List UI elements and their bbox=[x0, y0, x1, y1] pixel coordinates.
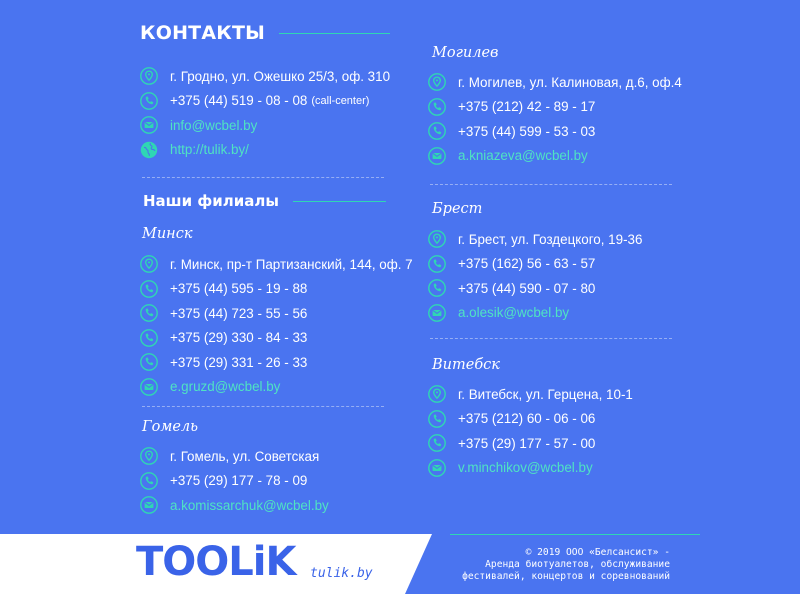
separator bbox=[142, 177, 384, 178]
branch-phone-row[interactable] bbox=[428, 252, 708, 277]
location-pin-icon bbox=[140, 255, 158, 273]
branch-phone[interactable]: +375 (29) 330 - 84 - 33 bbox=[170, 330, 308, 346]
location-pin-icon bbox=[140, 67, 158, 85]
branch-phone[interactable]: +375 (44) 723 - 55 - 56 bbox=[170, 305, 308, 321]
contacts-email-row[interactable] bbox=[140, 113, 390, 138]
branch-vitebsk bbox=[428, 355, 708, 480]
branch-phone[interactable]: +375 (44) 599 - 53 - 03 bbox=[458, 123, 596, 139]
branch-address: г. Могилев, ул. Калиновая, д.6, оф.4 bbox=[458, 74, 682, 90]
branch-phone[interactable]: +375 (44) 590 - 07 - 80 bbox=[458, 280, 596, 296]
branch-email-link[interactable]: a.kniazeva@wcbel.by bbox=[458, 148, 588, 164]
footer-domain[interactable]: tulik.by bbox=[310, 566, 373, 581]
separator bbox=[430, 338, 672, 339]
branch-phone-row[interactable] bbox=[428, 431, 708, 456]
contacts-phone-row[interactable] bbox=[140, 89, 390, 114]
contacts-phone-note: (call-center) bbox=[311, 94, 370, 107]
phone-icon bbox=[428, 410, 446, 428]
branch-address-row bbox=[428, 227, 708, 252]
contacts-phone[interactable]: +375 (44) 519 - 08 - 08 bbox=[170, 93, 308, 109]
mail-icon bbox=[140, 378, 158, 396]
branch-phone[interactable]: +375 (212) 42 - 89 - 17 bbox=[458, 99, 596, 115]
phone-icon bbox=[140, 472, 158, 490]
footer bbox=[0, 534, 800, 594]
branch-phone[interactable]: +375 (29) 177 - 78 - 09 bbox=[170, 473, 308, 489]
contacts-email-link[interactable]: info@wcbel.by bbox=[170, 117, 258, 133]
separator bbox=[142, 406, 384, 407]
footer-copyright bbox=[450, 547, 670, 583]
branch-minsk bbox=[140, 224, 413, 399]
branch-address: г. Минск, пр-т Партизанский, 144, оф. 7 bbox=[170, 256, 413, 272]
branch-phone-row[interactable] bbox=[140, 277, 410, 302]
mail-icon bbox=[140, 116, 158, 134]
branch-email-link[interactable]: v.minchikov@wcbel.by bbox=[458, 460, 593, 476]
phone-icon bbox=[140, 304, 158, 322]
branch-phone-row[interactable] bbox=[140, 301, 410, 326]
location-pin-icon bbox=[428, 230, 446, 248]
branch-city: Минск bbox=[142, 226, 193, 242]
branch-address-row bbox=[140, 252, 413, 277]
phone-icon bbox=[428, 98, 446, 116]
logo-text: TOOLiK bbox=[136, 539, 296, 585]
branch-brest bbox=[428, 199, 708, 325]
footer-accent-line bbox=[450, 534, 700, 535]
contacts-section bbox=[140, 20, 390, 162]
branch-phone[interactable]: +375 (29) 177 - 57 - 00 bbox=[458, 435, 596, 451]
contacts-site-row[interactable] bbox=[140, 138, 390, 163]
branches-title-row bbox=[143, 190, 393, 212]
globe-icon bbox=[140, 141, 158, 159]
phone-icon bbox=[140, 353, 158, 371]
contacts-address: г. Гродно, ул. Ожешко 25/3, оф. 310 bbox=[170, 68, 391, 84]
branches-section bbox=[143, 190, 393, 212]
branch-phone[interactable]: +375 (162) 56 - 63 - 57 bbox=[458, 256, 596, 272]
contacts-site-link[interactable]: http://tulik.by/ bbox=[170, 142, 249, 158]
contacts-title: КОНТАКТЫ bbox=[140, 22, 266, 44]
branch-mogilev bbox=[428, 43, 708, 168]
branch-address-row bbox=[428, 70, 708, 95]
branch-phone[interactable]: +375 (44) 595 - 19 - 88 bbox=[170, 281, 308, 297]
phone-icon bbox=[428, 279, 446, 297]
phone-icon bbox=[428, 434, 446, 452]
phone-icon bbox=[428, 255, 446, 273]
mail-icon bbox=[428, 147, 446, 165]
phone-icon bbox=[140, 92, 158, 110]
branch-phone-row[interactable] bbox=[140, 350, 410, 375]
branch-phone-row[interactable] bbox=[140, 326, 410, 351]
branch-address-row bbox=[428, 382, 708, 407]
phone-icon bbox=[140, 329, 158, 347]
branch-address: г. Брест, ул. Гоздецкого, 19-36 bbox=[458, 231, 643, 247]
branch-city: Витебск bbox=[432, 357, 500, 373]
branch-email-link[interactable]: a.komissarchuk@wcbel.by bbox=[170, 497, 329, 513]
branch-phone-row[interactable] bbox=[428, 95, 708, 120]
branch-email-row[interactable] bbox=[428, 144, 708, 169]
branch-city: Брест bbox=[432, 201, 483, 217]
copyright-line: фестивалей, концертов и соревнований bbox=[462, 571, 670, 582]
contacts-address-row bbox=[140, 64, 390, 89]
phone-icon bbox=[428, 122, 446, 140]
location-pin-icon bbox=[428, 73, 446, 91]
title-divider bbox=[279, 33, 390, 34]
location-pin-icon bbox=[140, 447, 158, 465]
branch-phone[interactable]: +375 (212) 60 - 06 - 06 bbox=[458, 411, 596, 427]
branch-email-row[interactable] bbox=[140, 493, 410, 518]
branch-phone-row[interactable] bbox=[428, 407, 708, 432]
location-pin-icon bbox=[428, 385, 446, 403]
copyright-line: © 2019 ООО «Белсансист» - bbox=[525, 547, 670, 558]
mail-icon bbox=[428, 459, 446, 477]
branch-address-row bbox=[140, 444, 410, 469]
phone-icon bbox=[140, 280, 158, 298]
branch-phone-row[interactable] bbox=[428, 276, 708, 301]
branch-email-row[interactable] bbox=[428, 301, 708, 326]
branch-email-row[interactable] bbox=[140, 375, 410, 400]
branch-phone-row[interactable] bbox=[140, 469, 410, 494]
separator bbox=[430, 184, 672, 185]
mail-icon bbox=[428, 304, 446, 322]
branch-city: Могилев bbox=[432, 45, 499, 61]
branches-title: Наши филиалы bbox=[143, 192, 279, 210]
subtitle-divider bbox=[293, 201, 386, 202]
branch-address: г. Витебск, ул. Герцена, 10-1 bbox=[458, 386, 633, 402]
toolik-logo[interactable] bbox=[136, 540, 296, 584]
branch-gomel bbox=[140, 417, 410, 518]
branch-email-row[interactable] bbox=[428, 456, 708, 481]
copyright-line: Аренда биотуалетов, обслуживание bbox=[485, 559, 670, 570]
mail-icon bbox=[140, 496, 158, 514]
branch-email-link[interactable]: e.gruzd@wcbel.by bbox=[170, 379, 281, 395]
branch-phone[interactable]: +375 (29) 331 - 26 - 33 bbox=[170, 354, 308, 370]
contacts-title-row bbox=[140, 20, 390, 46]
branch-email-link[interactable]: a.olesik@wcbel.by bbox=[458, 305, 570, 321]
branch-address: г. Гомель, ул. Советская bbox=[170, 448, 320, 464]
branch-phone-row[interactable] bbox=[428, 119, 708, 144]
branch-city: Гомель bbox=[142, 419, 199, 435]
